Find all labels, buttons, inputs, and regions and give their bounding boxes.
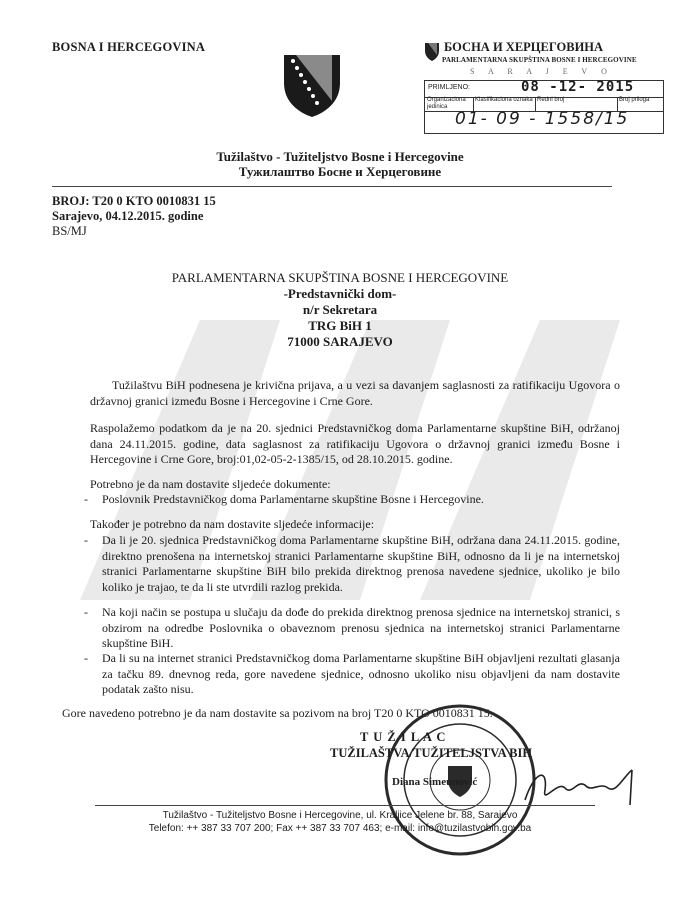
institution-name-cyrillic: Тужилаштво Босне и Херцеговине bbox=[238, 164, 442, 179]
recipient-line2: -Predstavnički dom- bbox=[283, 286, 397, 301]
received-label: PRIMLJENO: bbox=[428, 84, 471, 91]
list-dash: - bbox=[84, 533, 88, 547]
col-number: Redni broj bbox=[535, 97, 618, 111]
paragraph-2: Raspolažemo podatkom da je na 20. sjednici Predstavničkog doma Parlamentarne skupštine BiH, održanoj dana 24.11.2015. godine, data saglasnost za ratifikaciju Ugovora o državnoj granici između Bosne i Hercegovine i Crne Gore, broj:01,02-05-2-1385/15, od 28.10.2015. godine. bbox=[90, 421, 620, 466]
col-attachments: Broj priloga bbox=[619, 97, 650, 103]
col-org: Organizaciona jedinica bbox=[425, 97, 474, 111]
list-dash: - bbox=[84, 492, 88, 506]
country-title-left: BOSNA I HERCEGOVINA bbox=[52, 40, 206, 54]
recipient-line3: n/r Sekretara bbox=[302, 302, 378, 317]
parliament-city: S A R A J E V O bbox=[470, 67, 613, 76]
recipient-line1: PARLAMENTARNA SKUPŠTINA BOSNE I HERCEGOVINE bbox=[171, 270, 509, 285]
place-date: Sarajevo, 04.12.2015. godine bbox=[52, 209, 204, 223]
recipient-line4: TRG BiH 1 bbox=[308, 318, 372, 333]
receipt-stamp bbox=[424, 80, 664, 134]
list-item-text: Da li su na internet stranici Predstavničkog doma Parlamentarne skupštine BiH objavljeni rezultati glasanja za tačku 89. dnevnog reda, gore navedene sjednice, odnosno ukoliko nisu objavljeni da nam dostavite podatak zašto nisu. bbox=[102, 651, 620, 696]
signatory-name: Diana Simeunović bbox=[392, 776, 478, 788]
parliament-name: PARLAMENTARNA SKUPŠTINA BOSNE I HERCEGOVINE bbox=[442, 56, 637, 64]
country-title-right: БОСНА И ХЕРЦЕГОВИНА bbox=[444, 40, 604, 54]
initials: BS/MJ bbox=[52, 224, 87, 238]
received-date: 08 -12- 2015 bbox=[521, 79, 635, 95]
col-class: Klasifikaciona oznaka bbox=[473, 97, 536, 111]
list-item bbox=[84, 651, 620, 699]
list-dash: - bbox=[84, 651, 88, 665]
footer-divider bbox=[95, 805, 595, 806]
list-item-text: Na koji način se postupa u slučaju da dođe do prekida direktnog prenosa sjednice na internetskoj stranici, s obzirom na odredbe Poslovnika o obaveznom prenosu sjednica na internetskoj stranici Parlamentarne skupštine BiH. bbox=[102, 605, 620, 650]
list-item bbox=[84, 533, 620, 597]
paragraph-4: Također je potrebno da nam dostavite sljedeće informacije: bbox=[90, 517, 375, 531]
footer-address: Tužilaštvo - Tužiteljstvo Bosne i Hercegovine, ul. Kraljice Jelene br. 88, Sarajevo bbox=[162, 810, 518, 821]
list-item-text: Da li je 20. sjednica Predstavničkog doma Parlamentarne skupštine BiH, održana dana 24.11.2015. godine, direktno prenošena na internetskoj stranici Parlamentarne skupštine BiH, odnosno da li je na internetskoj stranici Parlamentarne skupštine BiH bilo prekida direktnog prenosa navedene sjednice, ukoliko je bilo koliko je trajao, te da li ste utvrdili razlog prekida. bbox=[102, 533, 620, 594]
signatory-institution: TUŽILAŠTVA/TUŽITELJSTVA BIH bbox=[330, 746, 533, 760]
handwritten-number: 01- 09 - 1558/15 bbox=[455, 109, 630, 129]
list-item bbox=[84, 605, 620, 653]
signatory-title: T U Ž I L A C bbox=[360, 730, 447, 744]
recipient-line5: 71000 SARAJEVO bbox=[287, 334, 393, 349]
institution-name-latin: Tužilaštvo - Tužiteljstvo Bosne i Hercegovine bbox=[216, 149, 464, 164]
coat-of-arms-icon bbox=[282, 53, 342, 119]
reference-number: BROJ: T20 0 KTO 0010831 15 bbox=[52, 194, 216, 208]
paragraph-1: Tužilaštvu BiH podnesena je krivična prijava, a u vezi sa davanjem saglasnosti za ratifikaciju Ugovora o državnoj granici između Bosne i Hercegovine i Crne Gore. bbox=[90, 378, 620, 408]
closing-paragraph: Gore navedeno potrebno je da nam dostavite sa pozivom na broj T20 0 KTO 0010831 15. bbox=[62, 706, 493, 720]
paragraph-3: Potrebno je da nam dostavite sljedeće dokumente: bbox=[90, 477, 331, 491]
handwritten-signature-icon bbox=[520, 760, 650, 810]
footer-contact: Telefon: ++ 387 33 707 200; Fax ++ 387 33 707 463; e-mail: info@tuzilastvobih.gov.ba bbox=[148, 823, 532, 834]
list-item bbox=[84, 492, 620, 508]
list-dash: - bbox=[84, 605, 88, 619]
parliament-logo-icon bbox=[424, 42, 440, 62]
header-divider bbox=[52, 186, 612, 187]
list-item-text: Poslovnik Predstavničkog doma Parlamentarne skupštine Bosne i Hercegovine. bbox=[102, 492, 484, 506]
